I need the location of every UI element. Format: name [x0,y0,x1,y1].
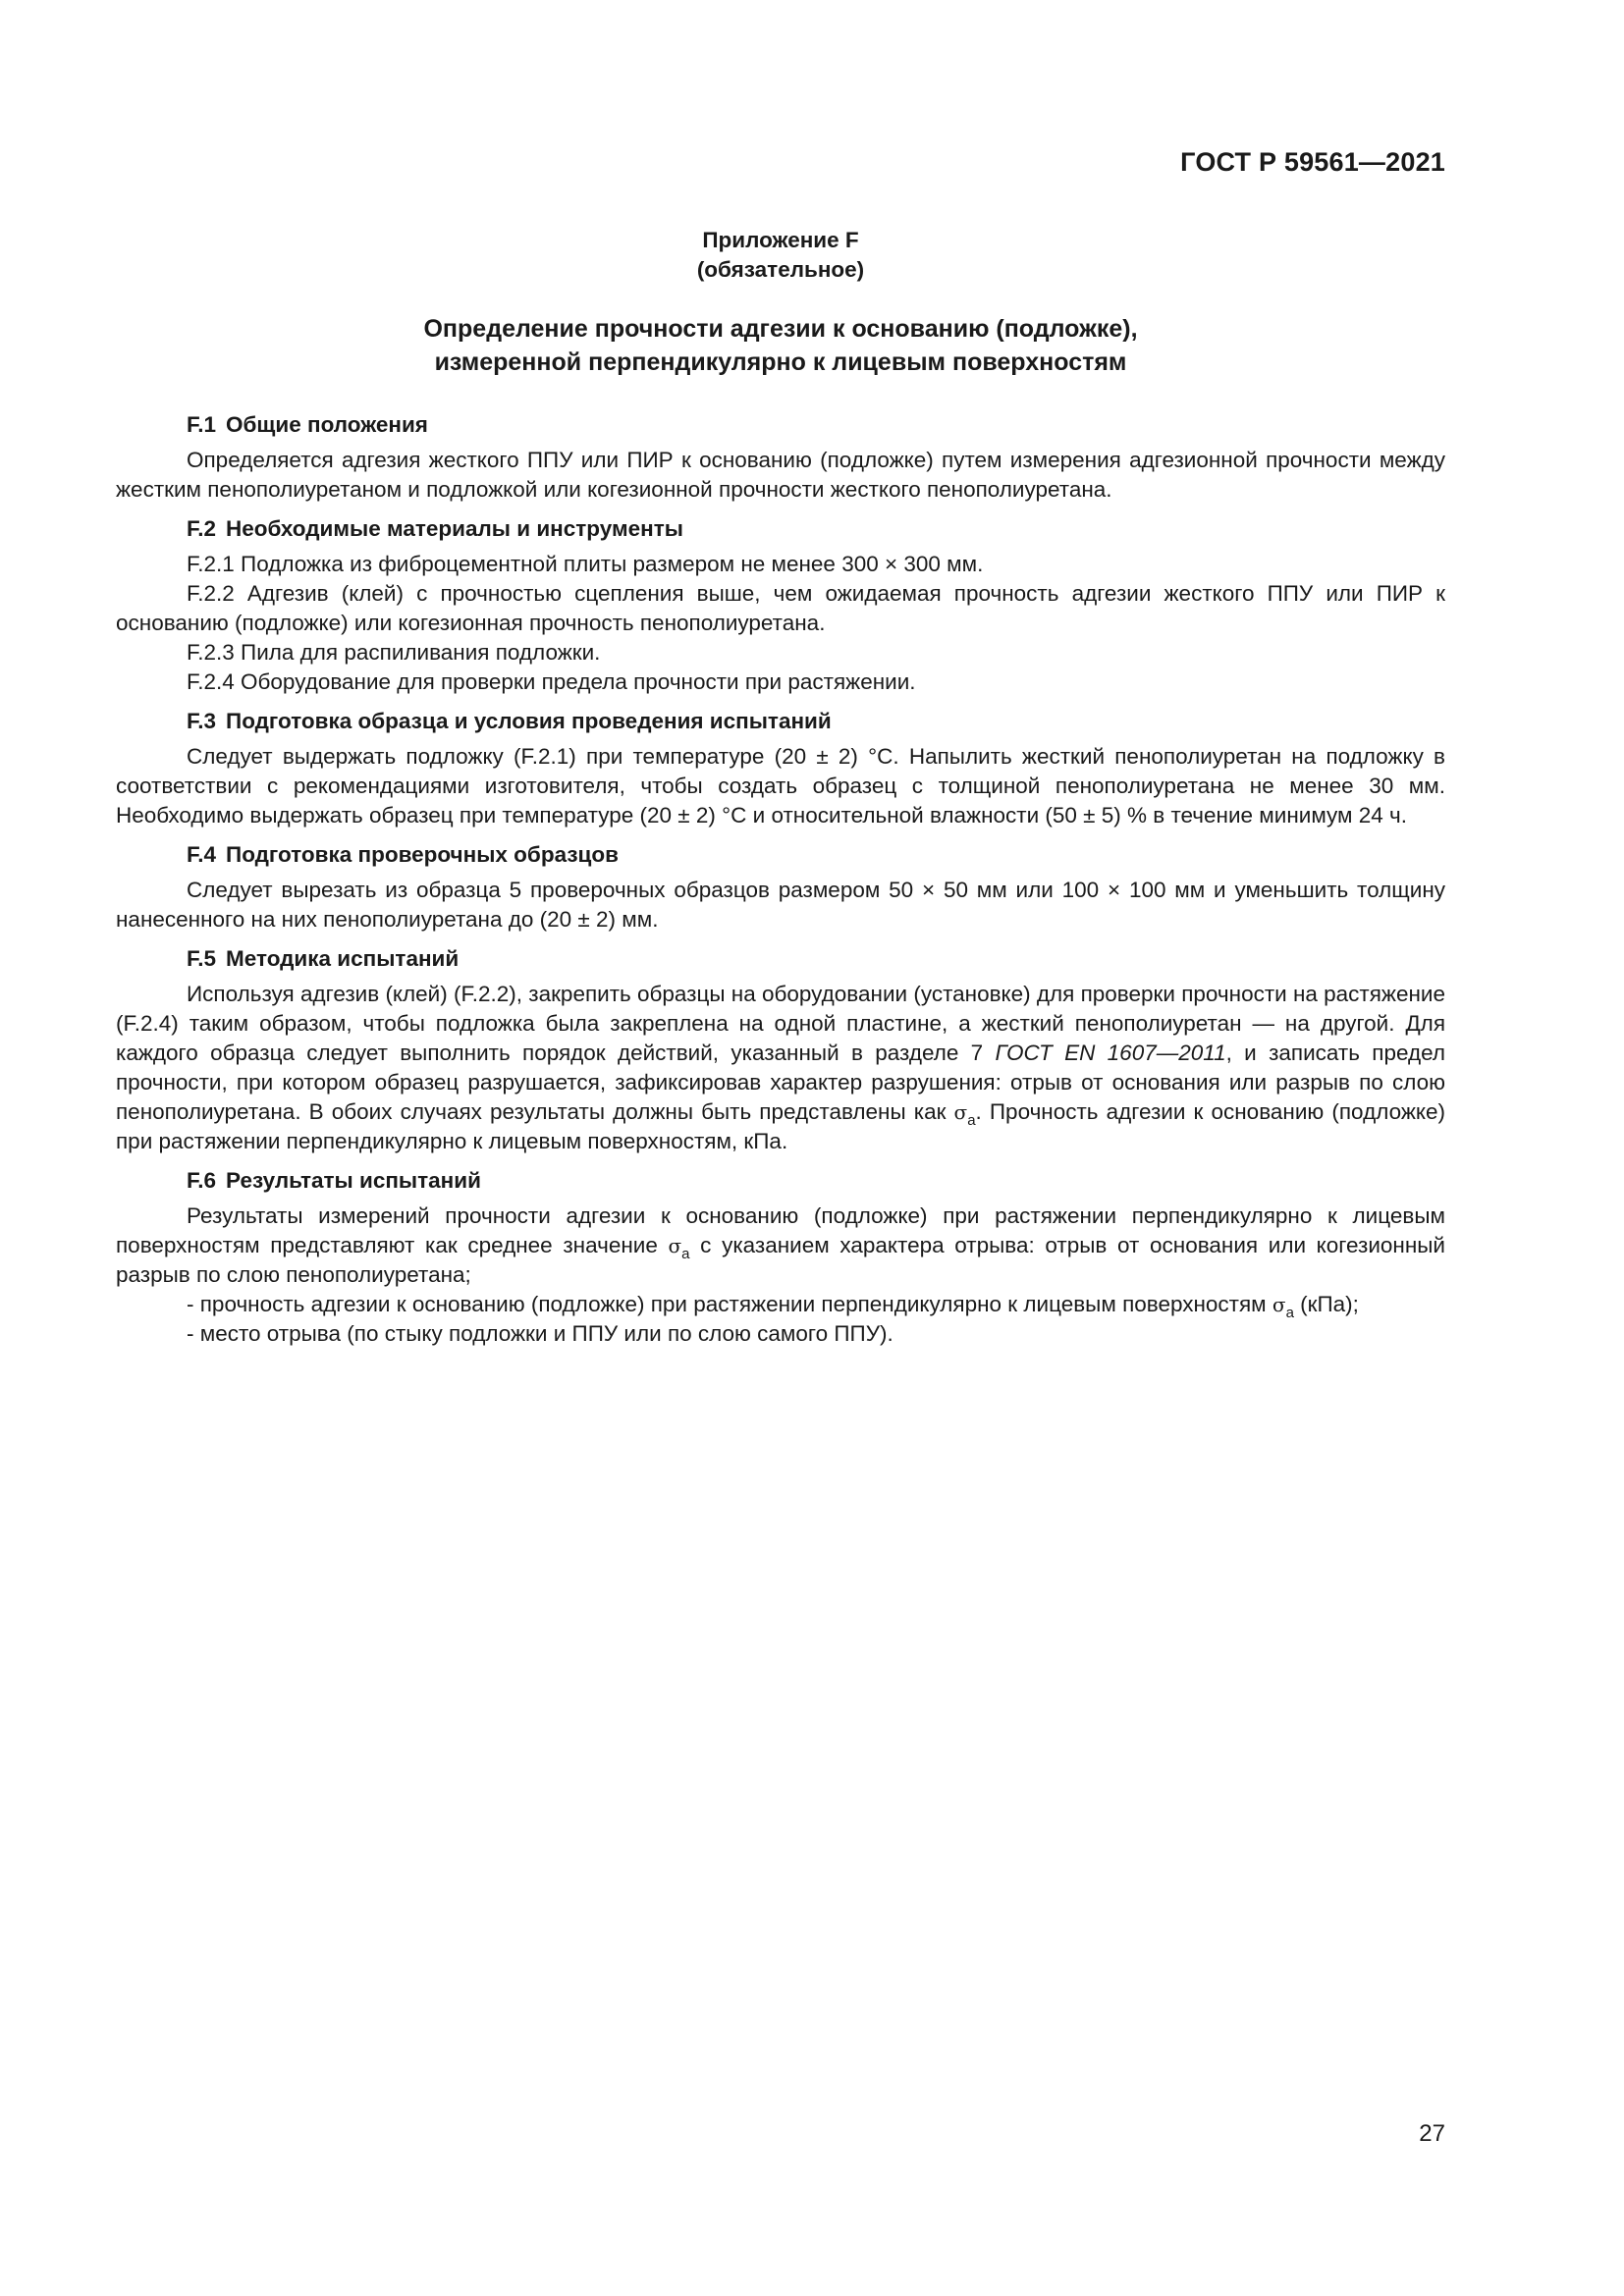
text-run: . Прочность адгезии к основанию (подложке) при растяжении перпендикулярно к лицевым поверхностям, кПа. [116,1099,1445,1153]
text-run: , и записать предел прочности, при котором образец разрушается, зафиксировав характер разрушения: отрыв от основания или разрыв по слою пенополиуретана. В обоих случаях результаты должны быть представлены как [116,1041,1446,1124]
annex-title [116,312,1445,379]
paragraph [116,1201,1445,1290]
text-run: (кПа); [1293,1292,1359,1316]
standard-reference: ГОСТ EN 1607—2011 [995,1041,1226,1065]
text-run: - прочность адгезии к основанию (подложке) при растяжении перпендикулярно к лицевым поверхностям [187,1292,1272,1316]
sigma-symbol: σ [1272,1293,1286,1316]
clause-f2-1: F.2.1 Подложка из фиброцементной плиты размером не менее 300 × 300 мм. [187,552,984,576]
clause-f2-3: F.2.3 Пила для распиливания подложки. [187,640,601,665]
text-run: с указанием характера отрыва: отрыв от основания или когезионный разрыв по слою пенополиуретана; [116,1233,1446,1287]
section-title: Подготовка образца и условия проведения испытаний [226,709,832,733]
section-number: F.1 [187,412,217,437]
section-title: Методика испытаний [226,946,460,971]
section-heading-f5 [116,944,1445,974]
section-title: Подготовка проверочных образцов [226,842,619,867]
section-number: F.3 [187,709,217,733]
section-number: F.4 [187,842,217,867]
section-number: F.6 [187,1168,217,1193]
section-number: F.5 [187,946,217,971]
section-number: F.2 [187,516,217,541]
text-run: Результаты измерений прочности адгезии к основанию (подложке) при растяжении перпендикулярно к лицевым поверхностям представляют как среднее значение [116,1203,1445,1257]
page-number: 27 [1419,2120,1445,2147]
section-heading-f2 [116,514,1445,544]
clause-f2-4: F.2.4 Оборудование для проверки предела прочности при растяжении. [187,669,916,694]
paragraph: Определяется адгезия жесткого ППУ или ПИР к основанию (подложке) путем измерения адгезионной прочности между жестким пенополиуретаном и подложкой или когезионной прочности жесткого пенополиуретана. [116,448,1445,502]
annex-label: Приложение F [702,228,859,252]
list-item: - место отрыва (по стыку подложки и ППУ или по слою самого ППУ). [187,1321,893,1346]
section-title: Результаты испытаний [226,1168,481,1193]
paragraph [116,980,1445,1156]
section-heading-f1 [116,410,1445,440]
section-title: Общие положения [226,412,428,437]
list-item [116,1290,1445,1319]
paragraph: Следует вырезать из образца 5 проверочных образцов размером 50 × 50 мм или 100 × 100 мм и уменьшить толщину нанесенного на них пенополиуретана до (20 ± 2) мм. [116,878,1445,932]
clause-f2-2: F.2.2 Адгезив (клей) с прочностью сцепления выше, чем ожидаемая прочность адгезии жесткого ППУ или ПИР к основанию (подложке) или когезионная прочность пенополиуретана. [116,581,1445,635]
sigma-symbol: σ [953,1100,968,1124]
document-code: ГОСТ Р 59561—2021 [1180,147,1445,177]
annex-title-line2: измеренной перпендикулярно к лицевым поверхностям [434,348,1127,376]
text-run: Используя адгезив (клей) (F.2.2), закрепить образцы на оборудовании (установке) для проверки прочности на растяжение (F.2.4) таким образом, чтобы подложка была закреплена на одной пластине, а жесткий пенополиуретан — на другой. Для каждого образца следует выполнить порядок действий, указанный в разделе 7 [116,982,1445,1065]
sigma-subscript: a [1285,1305,1294,1321]
paragraph: Следует выдержать подложку (F.2.1) при температуре (20 ± 2) °С. Напылить жесткий пенополиуретан на подложку в соответствии с рекомендациями изготовителя, чтобы создать образец с толщиной пенополиуретана не менее 30 мм. Необходимо выдержать образец при температуре (20 ± 2) °С и относительной влажности (50 ± 5) % в течение минимум 24 ч. [116,744,1445,828]
section-title: Необходимые материалы и инструменты [226,516,683,541]
section-heading-f4 [116,840,1445,870]
document-body [116,226,1445,1349]
annex-status: (обязательное) [696,257,865,282]
sigma-subscript: a [967,1112,976,1129]
annex-title-line1: Определение прочности адгезии к основанию (подложке), [423,315,1138,343]
sigma-symbol: σ [668,1234,682,1257]
section-heading-f3 [116,707,1445,736]
section-heading-f6 [116,1166,1445,1196]
sigma-subscript: a [681,1246,690,1262]
